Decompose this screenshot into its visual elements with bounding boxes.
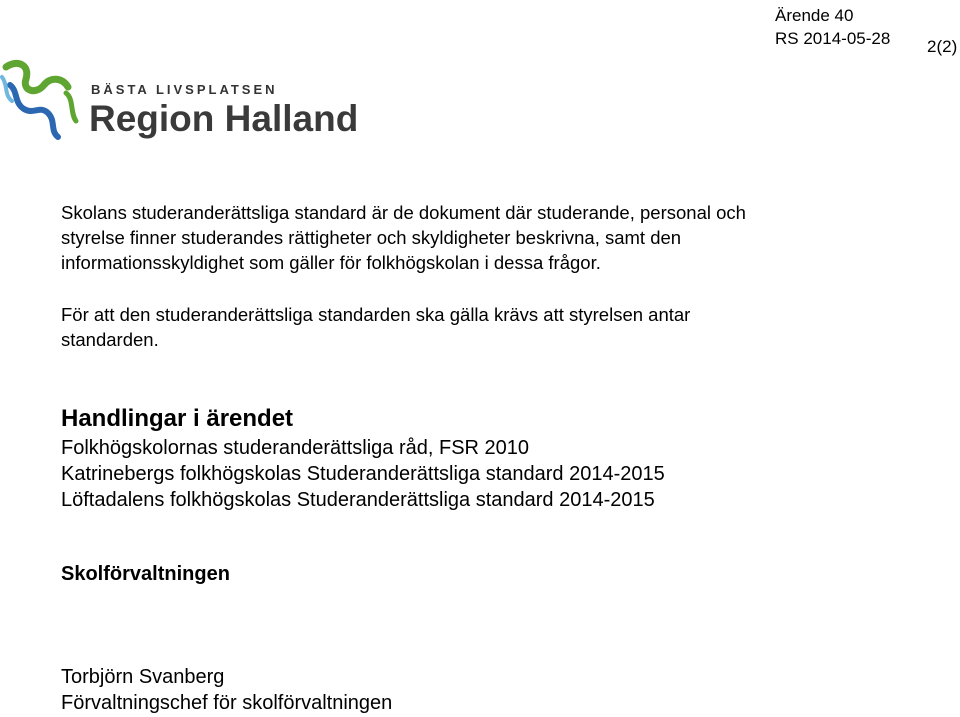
document-item: Katrinebergs folkhögskolas Studeranderättsliga standard 2014-2015 bbox=[61, 463, 665, 485]
river-emblem-icon bbox=[0, 55, 90, 145]
logo-tagline: BÄSTA LIVSPLATSEN bbox=[91, 82, 278, 97]
case-number: Ärende 40 bbox=[775, 6, 854, 25]
document-item: Löftadalens folkhögskolas Studeranderättsliga standard 2014-2015 bbox=[61, 489, 655, 511]
signatory-title: Förvaltningschef för skolförvaltningen bbox=[61, 692, 393, 714]
paragraph-requirement bbox=[61, 302, 921, 352]
documents-heading: Handlingar i ärendet bbox=[61, 405, 294, 432]
text-line: styrelse finner studerandes rättigheter och skyldigheter beskrivna, samt den bbox=[61, 227, 682, 248]
document-item: Folkhögskolornas studeranderättsliga råd, FSR 2010 bbox=[61, 437, 530, 459]
signature-block bbox=[61, 664, 392, 716]
department-name: Skolförvaltningen bbox=[61, 563, 230, 585]
text-line: För att den studeranderättsliga standarden ska gälla krävs att styrelsen antar bbox=[61, 304, 691, 325]
text-line: standarden. bbox=[61, 329, 159, 350]
meeting-reference: RS 2014-05-28 bbox=[775, 29, 891, 48]
logo-wordmark: Region Halland bbox=[89, 98, 359, 139]
signatory-name: Torbjörn Svanberg bbox=[61, 666, 225, 688]
document-header-info bbox=[775, 4, 890, 50]
page-number: 2(2) bbox=[927, 37, 958, 56]
text-line: Skolans studeranderättsliga standard är de dokument där studerande, personal och bbox=[61, 202, 746, 223]
text-line: informationsskyldighet som gäller för folkhögskolan i dessa frågor. bbox=[61, 252, 601, 273]
documents-list bbox=[61, 435, 665, 513]
paragraph-intro bbox=[61, 200, 921, 275]
